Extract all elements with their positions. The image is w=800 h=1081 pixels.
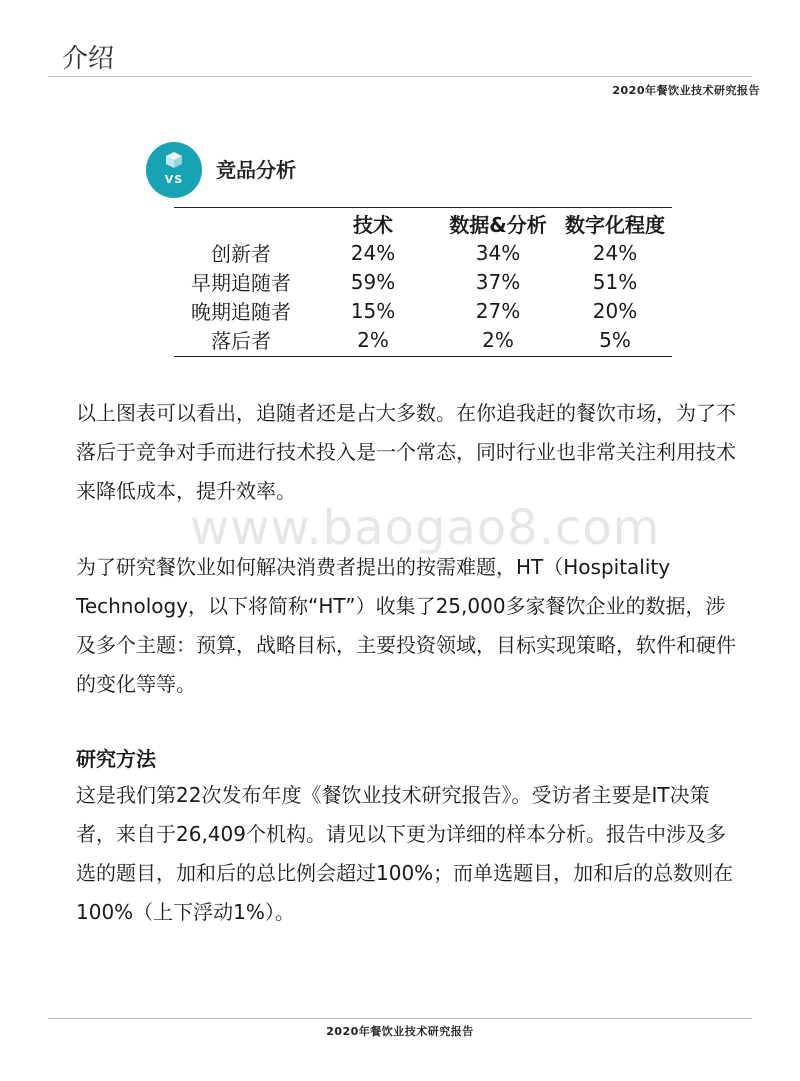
cube-icon bbox=[165, 151, 183, 169]
cell-value: 27% bbox=[475, 298, 521, 323]
method-heading: 研究方法 bbox=[76, 747, 156, 771]
method-paragraph: 这是我们第22次发布年度《餐饮业技术研究报告》。受访者主要是IT决策者，来自于26,409个机构。请见以下更为详细的样本分析。报告中涉及多选的题目，加和后的总比例会超过100%；而单选题目，加和后的总数则在100%（上下浮动1%）。 bbox=[76, 783, 734, 924]
row-label: 晚期追随者 bbox=[191, 300, 291, 324]
table-bottom-rule bbox=[174, 356, 672, 357]
section-title: 竞品分析 bbox=[216, 158, 296, 182]
row-label: 创新者 bbox=[211, 242, 271, 266]
vs-label: VS bbox=[164, 173, 184, 186]
cell-value: 59% bbox=[350, 269, 396, 294]
cell-value: 34% bbox=[475, 240, 521, 265]
cell-value: 24% bbox=[350, 240, 396, 265]
page-title: 介绍 bbox=[62, 44, 115, 74]
summary-paragraph: 以上图表可以看出，追随者还是占大多数。在你追我赶的餐饮市场，为了不落后于竞争对手而进行技术投入是一个常态，同时行业也非常关注利用技术来降低成本，提升效率。 bbox=[76, 401, 736, 503]
cell-value: 37% bbox=[475, 269, 521, 294]
table-row bbox=[174, 296, 672, 325]
background-paragraph: 为了研究餐饮业如何解决消费者提出的按需难题，HT（Hospitality Technology，以下将简称“HT”）收集了25,000多家餐饮企业的数据，涉及多个主题：预算，战略目标，主要投资领域，目标实现策略，软件和硬件的变化等等。 bbox=[76, 555, 736, 696]
footer-divider bbox=[48, 1018, 752, 1019]
header-cell-data-analytics: 数据&分析 bbox=[449, 212, 547, 237]
cell-value: 5% bbox=[599, 327, 631, 352]
cell-value: 51% bbox=[592, 269, 638, 294]
cell-value: 2% bbox=[482, 327, 514, 352]
table-row bbox=[174, 267, 672, 296]
table-row bbox=[174, 238, 672, 267]
row-label: 落后者 bbox=[211, 329, 271, 353]
header-report-name: 2020年餐饮业技术研究报告 bbox=[612, 84, 760, 97]
competitive-analysis-table bbox=[174, 207, 672, 357]
row-label: 早期追随者 bbox=[191, 271, 291, 295]
table-row bbox=[174, 325, 672, 354]
cell-value: 15% bbox=[350, 298, 396, 323]
watermark: www.baogao8.com bbox=[190, 500, 661, 556]
cell-value: 20% bbox=[592, 298, 638, 323]
cell-value: 2% bbox=[357, 327, 389, 352]
header-cell-digitalization: 数字化程度 bbox=[565, 212, 665, 237]
cell-value: 24% bbox=[592, 240, 638, 265]
header-divider bbox=[48, 76, 752, 77]
vs-badge bbox=[146, 142, 202, 198]
table-header-row bbox=[174, 208, 672, 238]
footer-report-name: 2020年餐饮业技术研究报告 bbox=[326, 1025, 474, 1038]
header-cell-tech: 技术 bbox=[353, 212, 393, 237]
